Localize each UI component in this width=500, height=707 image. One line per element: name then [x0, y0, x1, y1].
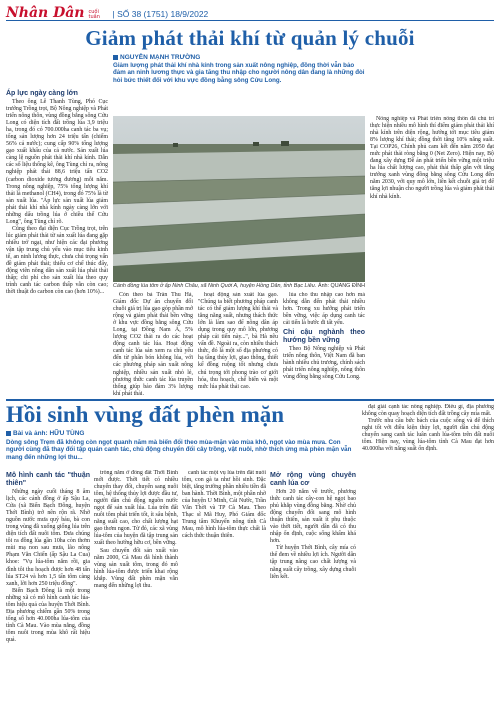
paragraph: Sau chuyển đổi sản xuất vào năm 2000, Cà Mau đã hình thành vùng sản xuất tôm, trong đó mô hình lúa-tôm được triển khai rộng khắp. Vùng đất phèn mặn vẫn mang đến những lợi thu.: [94, 547, 178, 589]
paragraph: Hơn 20 năm về trước, phương thức canh tác cây-con hệ ngọt bao phủ khắp vùng đồng bằng. Nhờ chủ động chuyển đổi sang mô hình thuận thiên, sản xuất ít phụ thuộc vào thời tiết, người dân đã có thu nhập ổn định, cuộc sống khấm khá hơn.: [270, 489, 356, 545]
article1-column-2: [113, 292, 193, 396]
photo-caption: [113, 283, 365, 289]
article2-column-3: [182, 470, 266, 702]
article2-column-1: [6, 470, 90, 702]
byline-text: Bài và ảnh: HỮU TÙNG: [13, 430, 85, 437]
byline-marker: [6, 431, 11, 436]
masthead-sub: cuối tuần: [88, 9, 100, 20]
paragraph: đạt giải cạnh tác nông nghiệp. Điều gì, địa phương không còn quay hoạch diện tích đất trồng cây mía mất.: [362, 404, 494, 418]
article1-column-1: [6, 88, 108, 396]
article2-title: Hồi sinh vùng đất phèn mặn: [6, 402, 285, 427]
subheading: Mô hình canh tác "thuận thiên": [6, 472, 90, 487]
masthead-logo: Nhân Dân: [6, 5, 85, 21]
article2-byline: [6, 430, 84, 437]
article-title: Giảm phát thải khí từ quản lý chuỗi: [85, 26, 415, 50]
article1-column-4: [283, 292, 365, 396]
article2-column-4: [270, 470, 356, 702]
byline-text: NGUYỄN MẠNH TRƯỜNG: [120, 54, 201, 61]
caption-text: Cánh đồng lúa tôm ở ấp Ninh Châu, xã Ninh Quới A, huyện Hồng Dân, tỉnh Bạc Liêu.: [113, 283, 317, 289]
paragraph: trồng năm ở đồng đất Thới Bình mới được. Thời tiết có nhiều chuyển thay đổi, chuyển sang nuôi tôm, hệ thống thủy lợi được đầu tư, người dân chủ động nguồn nước ngọt để sản xuất lúa. Lúa trên đất nuôi tôm phát triển tốt, ít sâu bệnh, năng suất cao, cho chất lượng hạt gạo thơm ngon. Từ đó, các xã vùng lúa-tôm của huyện đã tập trung sản xuất theo hướng hữu cơ, bền vững.: [94, 470, 178, 547]
paragraph: Từ huyện Thới Bình, cây mía có thể đem về nhiều lợi ích. Người dân tập trung nâng cao chất lượng và năng suất cây trồng, xây dựng chuỗi liên kết.: [270, 545, 356, 580]
subheading: Mở rộng vùng chuyên canh lúa cơ: [270, 472, 356, 487]
byline: [113, 54, 200, 61]
article2-lede: Dòng sông Trẹm đã không còn ngọt quanh năm mà biến đổi theo mùa-mặn vào mùa khô, ngọt vào mùa mưa. Con người cùng đã thay đổi tập quán canh tác, chủ động chuyển đổi cây trồng, vật nuôi, nhờ thích ứng mà phèn mặn vẫn mang đến những lợi thu...: [6, 439, 352, 461]
article-photo: [113, 116, 365, 282]
article1-column-3: [198, 292, 278, 396]
paragraph: Biến Bạch Đông là một trong những xã có mô hình canh tác lúa-tôm hiệu quả của huyện Thới Bình. Địa phương chiếm gần 50% trong tổng số hơn 40.000ha lúa-tôm của tỉnh Cà Mau. Vào mùa nắng, đồng tôm nuôi trong mùa khô rất hiệu quả.: [6, 587, 90, 643]
issue-info: | SỐ 38 (1751) 18/9/2022: [112, 9, 209, 19]
masthead: [6, 4, 494, 21]
rice-field-photo: [113, 116, 365, 282]
photo-credit: Ảnh: QUANG ĐÌNH: [317, 283, 365, 289]
article2-column-5: [362, 404, 494, 702]
paragraph: Nông nghiệp và Phát triển nông thôn đã chủ trì thực hiện nhiều mô hình thí điểm giảm phát thải khí nhà kính trên diện rộng, hướng tới mục tiêu giảm 8% lượng khí thải; đồng thời tăng 10% năng suất. Tại COP26, Chính phủ cam kết đến năm 2050 đạt mức phát thải ròng bằng 0 (Net Zero). Hiện nay, Bộ đang xây dựng Đề án phát triển bền vững một triệu ha lúa chất lượng cao, phát thải thấp gắn với tăng trưởng xanh vùng đồng bằng sông Cửu Long đến năm 2030, với quy mô lớn, liên kết chuỗi giá trị để tăng lợi nhuận cho người trồng lúa và giảm phát thải khí nhà kính.: [370, 116, 494, 200]
subheading: Chi cậu nghành theo hướng bền vững: [283, 329, 365, 345]
paragraph: hoạt động sản xuất lúa gạo. "Chúng ta biết phương pháp canh tác có thể giảm lượng khí thải và tăng năng suất, nhưng thách thức lớn là làm sao để nông dân áp dụng trong quy mô lớn, phương pháp cải tiến này...", bà Hà nêu vấn đề. Ngoài ra, còn nhiều thách thức, đó là một số địa phương có hạ tầng thủy lợi, giao thông, thiết kế đồng ruộng tốt nhưng chưa chú trọng tới phong trào cơ giới hóa, thu hoạch, chế biến và một mức lúa phát thải cao.: [198, 292, 278, 390]
article1-column-5: [370, 116, 494, 396]
byline-marker: [113, 55, 118, 60]
subheading: Áp lực ngày càng lớn: [6, 90, 78, 97]
paragraph: Theo Bộ Nông nghiệp và Phát triển nông thôn, Việt Nam đã ban hành nhiều chủ trương, chính sách phát triển nông nghiệp, nông thôn vùng đồng bằng sông Cửu Long.: [283, 346, 365, 381]
article2-column-2: [94, 470, 178, 702]
paragraph: lúa cho thu nhập cao hơn mà không dẫn đến phát thải nhiều hơn. Trong xu hướng phát triển bền vững, việc áp dụng canh tác cải tiến là bước đi tất yếu.: [283, 292, 365, 327]
lede: Giảm lượng phát thải khí nhà kính trong sản xuất nông nghiệp, đồng thời vẫn bảo đảm an ninh lương thực và gia tăng thu nhập cho người nông dân đang là những đòi hỏi bức thiết đối với khu vực đồng bằng sông Cửu Long.: [113, 62, 365, 84]
paragraph: Cũng theo đại diện Cục Trồng trọt, trên lúc giảm phát thải từ sản xuất lúa đang gặp nhiều trở ngại, như hiện các đại phương vận tập trung chủ yếu vào mục tiêu kinh tế, an ninh lương thực, chưa chú trọng vấn đề giảm phát thải; thiếu cơ chế thúc đẩy, động viên nông dân sản xuất lúa phát thải thấp; chi phí cho sản xuất lúa theo quy trình canh tác carbon thấp vẫn còn cao; thời thuật đo carbon còn cao (hơn 10%)...: [6, 225, 108, 296]
paragraph: Theo ông Lê Thanh Tùng, Phó Cục trưởng Trồng trọt, Bộ Nông nghiệp và Phát triển nông thôn, vùng đồng bằng sông Cửu Long có diện tích đất trồng lúa 3,9 triệu ha, trong đó có 700.000ha canh tác ba vụ; tổng sản lượng hơn 24 triệu tấn (chiếm 56% cả nước); cung cấp 90% tổng lượng gạo xuất khẩu của cả nước. Sản xuất lúa càng lệ nguồn phát thải khí nhà kính. Dẫn các số liệu thống kê, ông Tùng chỉ ra, nông nghiệp phát thải 88,6 triệu tấn CO2 (carbon dioxide tương đương) mỗi năm. Trong nông nghiệp, 75% tổng lượng khí thải là methanol (CH4), trong đó 75% là từ sản xuất lúa. "Áp lực sản xuất lúa giảm phát thải khí nhà kính ngày càng lớn với những dấu trồng lúa ở chiều thế Cửu Long", ông Tùng chỉ rõ.: [6, 99, 108, 225]
paragraph: Những ngày cuối tháng 8 âm lịch, các cánh đồng ở ấp Sậu La, Cửa (xã Biển Bạch Đông, huyện Thới Bình) trở nên rộn rã. Nhờ nguồn nước mưa quý báu, bà con trong vùng đã xuống giống lúa trên diện tích đất nuôi tôm. Đưa chúng tôi ra đồng lúa gần 10ha còn thơm mùi mạ non sau mưa, lão nông Phạm Văn Chiến (ấp Sậu La Cua) khoe: "Vụ lúa-tôm năm rồi, gia đình tôi thu hoạch được hơn 48 tấn lúa ST24 và hơn 1,5 tấn tôm càng xanh, lời hơn 250 triệu đồng".: [6, 489, 90, 587]
paragraph: Còn theo bà Trần Thu Hà, Giám đốc Dự án chuyển đổi chuỗi giá trị lúa gạo góp phần mở rộng và giảm phát thải bền vững ở khu vực đồng bằng sông Cửu Long, tại Đồng Nam Á, 5% lượng CO2 thải ra do các hoạt động canh tác lúa. Hoạt động canh tác lúa sản xem ra chủ yếu đến từ phân bón không lúa, với các phương pháp sản xuất nông nghiệp, nhiều sản xuất nhỏ lẻ, phương thức canh tác lúa truyền thống giúp bảo đảm 3% lượng khí phát thải.: [113, 292, 193, 396]
paragraph: Trước nhu cầu bức bách của cuộc sống và để thích nghi tốt với điều kiện thủy lợi, người dân chủ động chuyển sang canh tác luân canh lúa-tôm trên đất nuôi tôm. Hiện nay, vùng lúa-tôm tỉnh Cà Mau đạt hơn 40.000ha với năng suất ổn định.: [362, 418, 494, 453]
paragraph: canh tác một vụ lúa trên đất nuôi tôm, con gà ta như hồi sinh. Đặc biệt, tăng trưởng phần nhiều tiền đã ban hành. Thời Bình, một phần nhờ của huyện U Minh, Cái Nước, Trần Văn Thời và TP Cà Mau. Theo Thạc sĩ Mã Huy, Phó Giám đốc Trung tâm Khuyến nông tỉnh Cà Mau, mô hình lúa-tôm thực chất là cách thức thuận thiên.: [182, 470, 266, 540]
section-divider: [6, 399, 494, 401]
